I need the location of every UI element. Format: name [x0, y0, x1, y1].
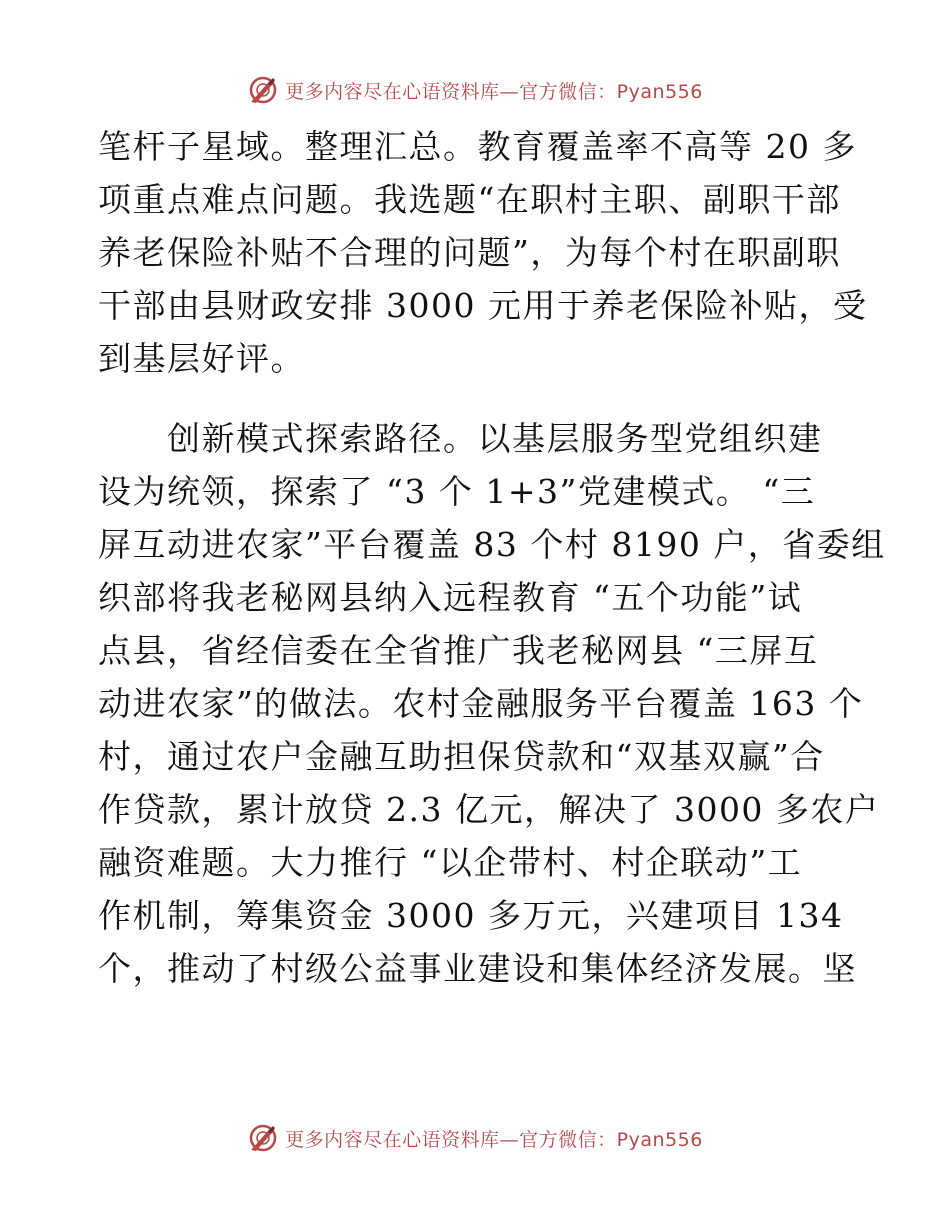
text-line: 点县，省经信委在全省推广我老秘网县 “三屏互 — [98, 631, 819, 670]
text-line: 个，推动了村级公益事业建设和集体经济发展。坚 — [98, 949, 857, 988]
pen-logo-icon — [247, 1122, 279, 1154]
text-line: 项重点难点问题。我选题“在职村主职、副职干部 — [98, 180, 841, 219]
paragraph-1 — [98, 120, 868, 385]
text-line: 养老保险补贴不合理的问题”，为每个村在职副职 — [98, 233, 841, 272]
text-line: 干部由县财政安排 3000 元用于养老保险补贴，受 — [98, 286, 868, 325]
text-line: 作机制，筹集资金 3000 多万元，兴建项目 134 — [98, 896, 844, 935]
pen-logo-icon — [247, 74, 279, 106]
paragraph-gap — [98, 385, 858, 412]
text-line: 动进农家”的做法。农村金融服务平台覆盖 163 个 — [98, 684, 864, 723]
watermark-brand: Pyan556 — [616, 80, 703, 103]
footer-watermark — [0, 1118, 950, 1158]
watermark-text: 更多内容尽在心语资料库—官方微信：Pyan556 — [285, 80, 703, 103]
text-line: 融资难题。大力推行 “以企带村、村企联动”工 — [98, 843, 803, 882]
text-line: 村，通过农户金融互助担保贷款和“双基双赢”合 — [98, 737, 825, 776]
text-line: 设为统领，探索了 “3 个 1+3”党建模式。 “三 — [98, 472, 816, 511]
text-line: 织部将我老秘网县纳入远程教育 “五个功能”试 — [98, 578, 803, 617]
document-body — [98, 120, 886, 995]
text-line: 创新模式探索路径。以基层服务型党组织建 — [98, 419, 823, 458]
watermark-brand: Pyan556 — [616, 1128, 703, 1151]
paragraph-2 — [98, 412, 886, 995]
watermark-text: 更多内容尽在心语资料库—官方微信：Pyan556 — [285, 1128, 703, 1151]
text-line: 屏互动进农家”平台覆盖 83 个村 8190 户，省委组 — [98, 525, 886, 564]
text-line: 作贷款，累计放贷 2.3 亿元，解决了 3000 多农户 — [98, 790, 880, 829]
header-watermark — [0, 70, 950, 110]
text-line: 笔杆子星域。整理汇总。教育覆盖率不高等 20 多 — [98, 127, 857, 166]
text-line: 到基层好评。 — [98, 339, 305, 378]
